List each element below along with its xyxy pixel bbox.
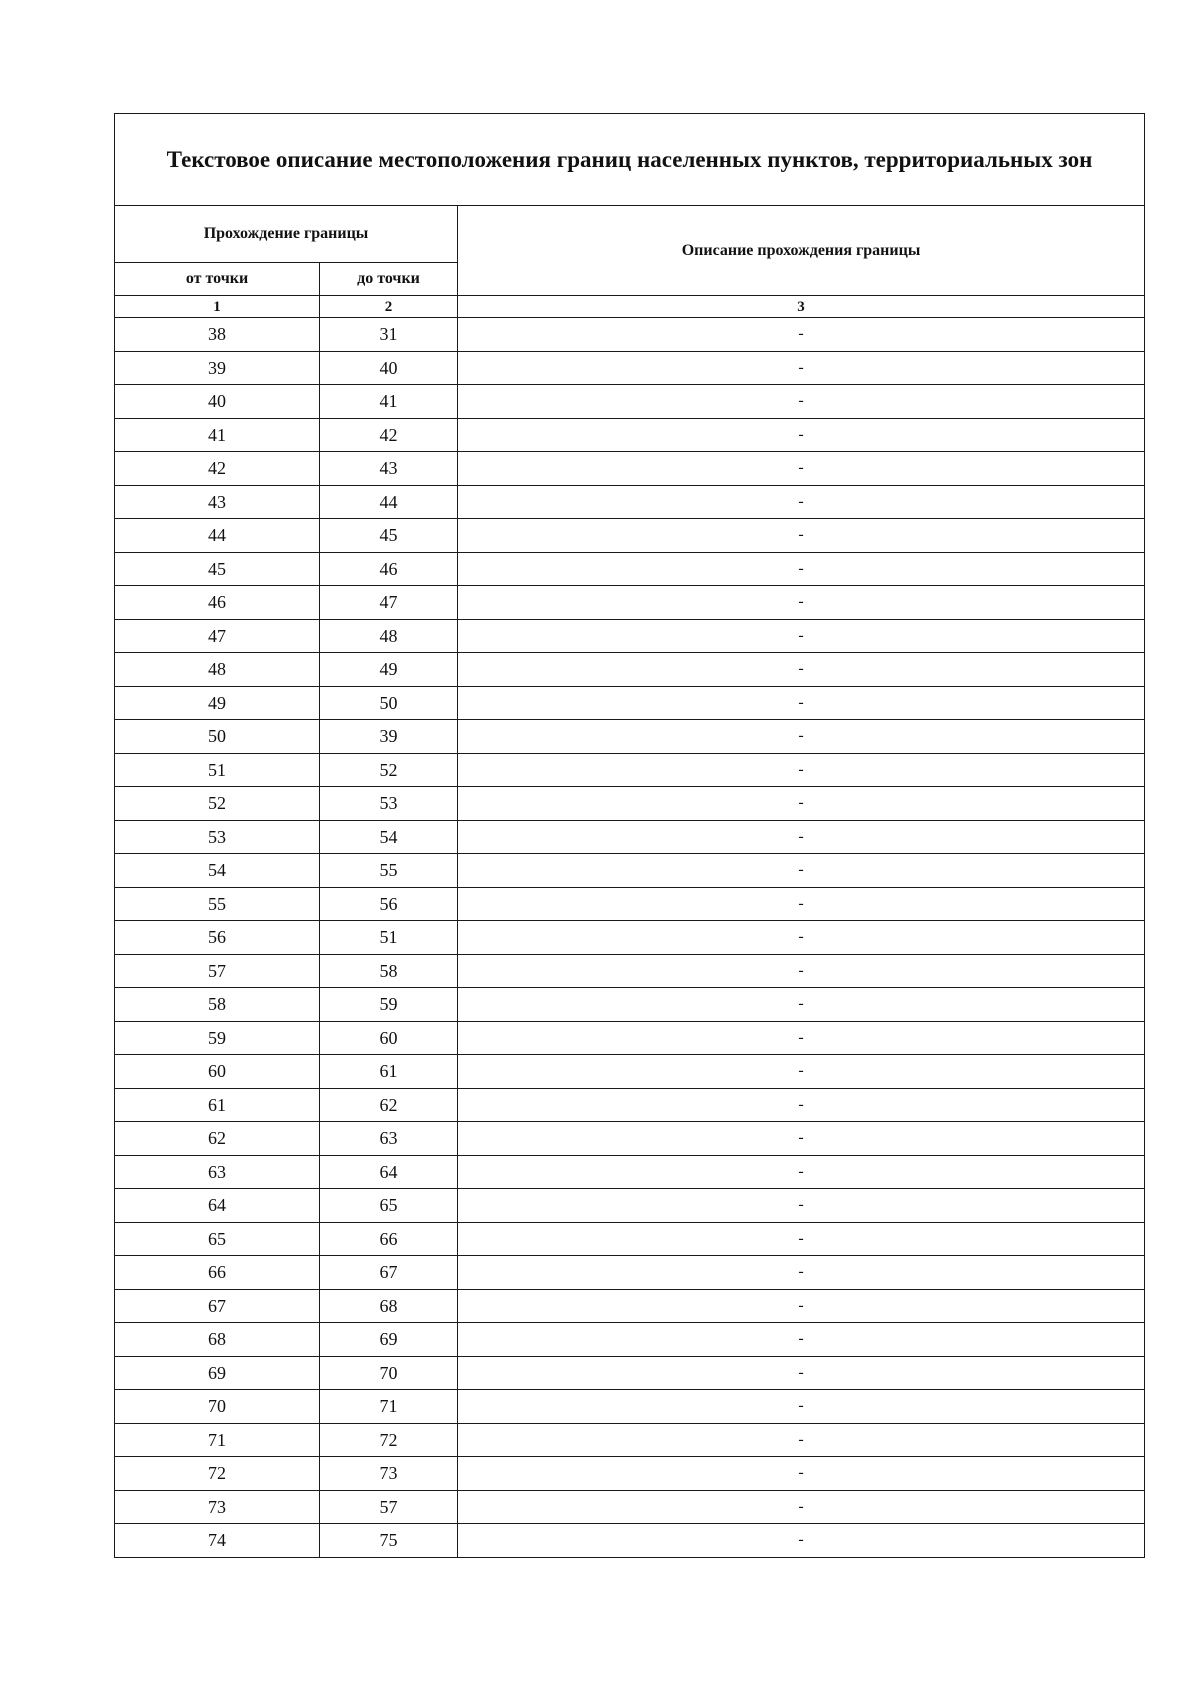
table-row [115, 1122, 1145, 1156]
table-row [115, 988, 1145, 1022]
from-point-cell: 56 [115, 921, 320, 955]
from-point-cell: 74 [115, 1524, 320, 1558]
description-cell: - [458, 552, 1145, 586]
description-cell: - [458, 1155, 1145, 1189]
to-point-cell: 70 [320, 1356, 458, 1390]
description-cell: - [458, 1289, 1145, 1323]
from-point-cell: 63 [115, 1155, 320, 1189]
table-row [115, 385, 1145, 419]
from-point-cell: 72 [115, 1457, 320, 1491]
table-row [115, 586, 1145, 620]
description-cell: - [458, 1490, 1145, 1524]
to-point-cell: 71 [320, 1390, 458, 1424]
description-cell: - [458, 1055, 1145, 1089]
header-row-1 [115, 206, 1145, 263]
to-point-cell: 41 [320, 385, 458, 419]
table-row [115, 1055, 1145, 1089]
from-point-cell: 60 [115, 1055, 320, 1089]
to-point-cell: 52 [320, 753, 458, 787]
to-point-cell: 42 [320, 418, 458, 452]
description-cell: - [458, 1256, 1145, 1290]
from-point-cell: 52 [115, 787, 320, 821]
table-row [115, 1356, 1145, 1390]
to-point-cell: 60 [320, 1021, 458, 1055]
from-point-cell: 44 [115, 519, 320, 553]
to-point-cell: 62 [320, 1088, 458, 1122]
table-row [115, 1256, 1145, 1290]
to-point-cell: 64 [320, 1155, 458, 1189]
from-point-cell: 54 [115, 854, 320, 888]
table-row [115, 686, 1145, 720]
to-point-cell: 69 [320, 1323, 458, 1357]
from-point-cell: 69 [115, 1356, 320, 1390]
table-row [115, 787, 1145, 821]
from-point-cell: 46 [115, 586, 320, 620]
to-point-cell: 75 [320, 1524, 458, 1558]
to-point-cell: 46 [320, 552, 458, 586]
table-row [115, 1323, 1145, 1357]
to-point-cell: 44 [320, 485, 458, 519]
description-cell: - [458, 720, 1145, 754]
table-row [115, 820, 1145, 854]
table-row [115, 1088, 1145, 1122]
table-row [115, 519, 1145, 553]
column-number-row [115, 296, 1145, 318]
from-point-cell: 43 [115, 485, 320, 519]
to-point-header: до точки [320, 263, 458, 296]
table-row [115, 720, 1145, 754]
from-point-cell: 66 [115, 1256, 320, 1290]
from-point-cell: 48 [115, 653, 320, 687]
from-point-cell: 38 [115, 318, 320, 352]
description-cell: - [458, 1423, 1145, 1457]
from-point-cell: 61 [115, 1088, 320, 1122]
from-point-cell: 41 [115, 418, 320, 452]
description-cell: - [458, 753, 1145, 787]
from-point-cell: 68 [115, 1323, 320, 1357]
description-cell: - [458, 351, 1145, 385]
from-point-cell: 39 [115, 351, 320, 385]
from-point-cell: 71 [115, 1423, 320, 1457]
description-cell: - [458, 619, 1145, 653]
table-row [115, 418, 1145, 452]
description-cell: - [458, 1021, 1145, 1055]
to-point-cell: 39 [320, 720, 458, 754]
from-point-cell: 65 [115, 1222, 320, 1256]
to-point-cell: 48 [320, 619, 458, 653]
to-point-cell: 49 [320, 653, 458, 687]
from-point-cell: 51 [115, 753, 320, 787]
to-point-cell: 57 [320, 1490, 458, 1524]
to-point-cell: 72 [320, 1423, 458, 1457]
table-row [115, 552, 1145, 586]
boundary-description-table [114, 113, 1145, 1558]
description-cell: - [458, 954, 1145, 988]
from-point-cell: 53 [115, 820, 320, 854]
table-row [115, 1021, 1145, 1055]
table-row [115, 1390, 1145, 1424]
from-point-cell: 57 [115, 954, 320, 988]
table-row [115, 1490, 1145, 1524]
table-row [115, 485, 1145, 519]
description-cell: - [458, 1189, 1145, 1223]
description-cell: - [458, 1222, 1145, 1256]
from-point-cell: 73 [115, 1490, 320, 1524]
table-row [115, 954, 1145, 988]
from-point-cell: 42 [115, 452, 320, 486]
from-point-cell: 47 [115, 619, 320, 653]
to-point-cell: 68 [320, 1289, 458, 1323]
table-row [115, 1189, 1145, 1223]
description-cell: - [458, 1122, 1145, 1156]
description-cell: - [458, 887, 1145, 921]
description-cell: - [458, 686, 1145, 720]
document-title: Текстовое описание местоположения границ населенных пунктов, территориальных зон [115, 114, 1145, 206]
table-row [115, 1222, 1145, 1256]
from-point-cell: 67 [115, 1289, 320, 1323]
table-row [115, 1524, 1145, 1558]
to-point-cell: 66 [320, 1222, 458, 1256]
description-cell: - [458, 854, 1145, 888]
to-point-cell: 59 [320, 988, 458, 1022]
description-cell: - [458, 485, 1145, 519]
table-row [115, 921, 1145, 955]
description-cell: - [458, 586, 1145, 620]
to-point-cell: 47 [320, 586, 458, 620]
description-cell: - [458, 385, 1145, 419]
description-cell: - [458, 1390, 1145, 1424]
from-point-cell: 50 [115, 720, 320, 754]
description-cell: - [458, 452, 1145, 486]
table-row [115, 619, 1145, 653]
table-row [115, 854, 1145, 888]
from-point-header: от точки [115, 263, 320, 296]
from-point-cell: 55 [115, 887, 320, 921]
to-point-cell: 50 [320, 686, 458, 720]
column-number-2: 2 [320, 296, 458, 318]
description-cell: - [458, 1457, 1145, 1491]
column-number-1: 1 [115, 296, 320, 318]
boundary-passage-header: Прохождение границы [115, 206, 458, 263]
document-sheet [114, 113, 1144, 1558]
table-row [115, 318, 1145, 352]
table-row [115, 351, 1145, 385]
to-point-cell: 43 [320, 452, 458, 486]
table-row [115, 653, 1145, 687]
description-cell: - [458, 820, 1145, 854]
table-row [115, 753, 1145, 787]
to-point-cell: 54 [320, 820, 458, 854]
to-point-cell: 67 [320, 1256, 458, 1290]
description-cell: - [458, 1323, 1145, 1357]
to-point-cell: 51 [320, 921, 458, 955]
description-cell: - [458, 1088, 1145, 1122]
from-point-cell: 49 [115, 686, 320, 720]
to-point-cell: 65 [320, 1189, 458, 1223]
to-point-cell: 73 [320, 1457, 458, 1491]
table-row [115, 887, 1145, 921]
description-cell: - [458, 921, 1145, 955]
from-point-cell: 40 [115, 385, 320, 419]
from-point-cell: 59 [115, 1021, 320, 1055]
description-header: Описание прохождения границы [458, 206, 1145, 296]
from-point-cell: 62 [115, 1122, 320, 1156]
column-number-3: 3 [458, 296, 1145, 318]
from-point-cell: 70 [115, 1390, 320, 1424]
to-point-cell: 40 [320, 351, 458, 385]
table-row [115, 1423, 1145, 1457]
description-cell: - [458, 1524, 1145, 1558]
to-point-cell: 53 [320, 787, 458, 821]
description-cell: - [458, 988, 1145, 1022]
from-point-cell: 64 [115, 1189, 320, 1223]
to-point-cell: 56 [320, 887, 458, 921]
table-row [115, 1155, 1145, 1189]
to-point-cell: 63 [320, 1122, 458, 1156]
description-cell: - [458, 787, 1145, 821]
description-cell: - [458, 418, 1145, 452]
table-row [115, 1289, 1145, 1323]
to-point-cell: 31 [320, 318, 458, 352]
to-point-cell: 45 [320, 519, 458, 553]
table-row [115, 452, 1145, 486]
from-point-cell: 45 [115, 552, 320, 586]
table-row [115, 1457, 1145, 1491]
description-cell: - [458, 653, 1145, 687]
to-point-cell: 58 [320, 954, 458, 988]
description-cell: - [458, 519, 1145, 553]
description-cell: - [458, 1356, 1145, 1390]
to-point-cell: 61 [320, 1055, 458, 1089]
description-cell: - [458, 318, 1145, 352]
title-row [115, 114, 1145, 206]
to-point-cell: 55 [320, 854, 458, 888]
from-point-cell: 58 [115, 988, 320, 1022]
